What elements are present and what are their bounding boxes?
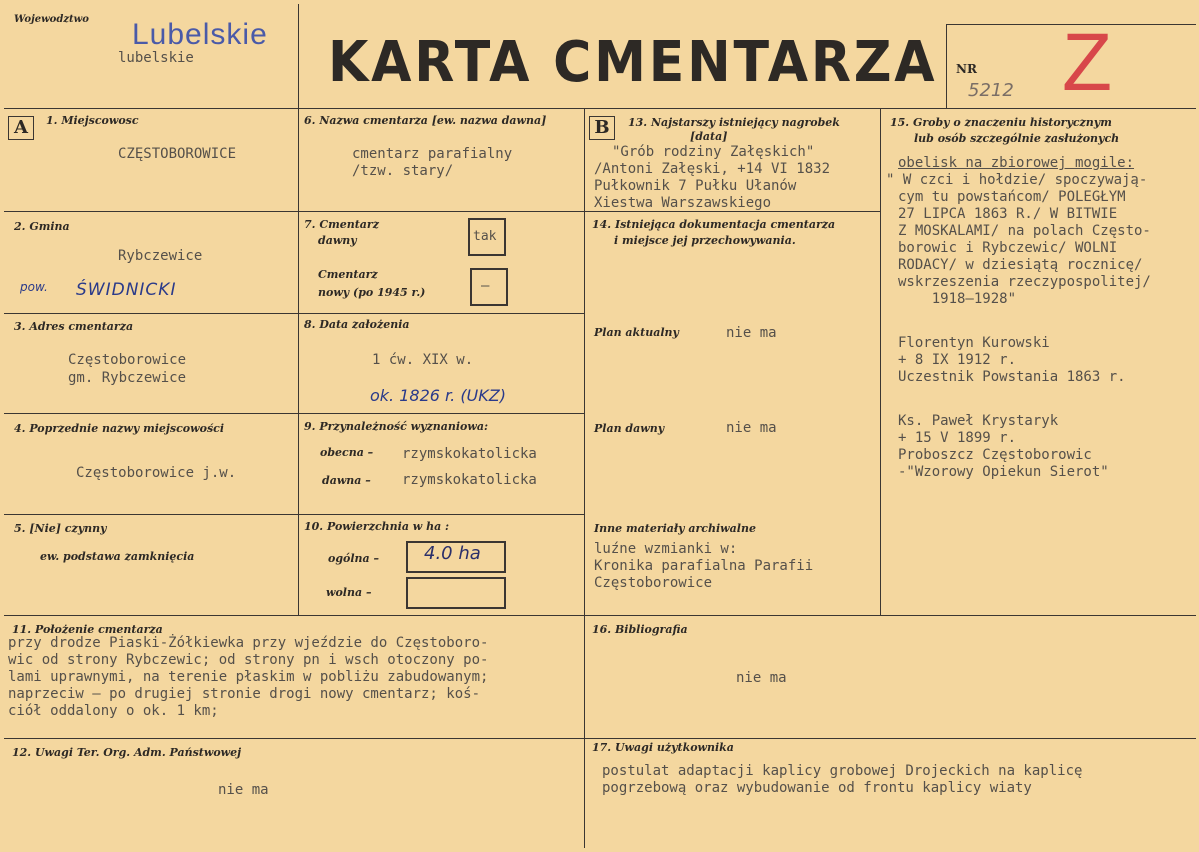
- field-7-new-label: Cmentarz: [318, 268, 378, 281]
- field-14-other-label: Inne materiały archiwalne: [594, 522, 756, 535]
- field-11-line: ciół oddalony o ok. 1 km;: [8, 703, 219, 719]
- field-7-new-sublabel: nowy (po 1945 r.): [318, 286, 426, 299]
- field-14-plan-current-value: nie ma: [726, 325, 777, 341]
- field-15-obelisk-line: RODACY/ w dziesiątą rocznicę/: [898, 257, 1143, 273]
- field-13-line: Pułkownik 7 Pułku Ułanów: [594, 178, 797, 194]
- field-15-obelisk-line: borowic i Rybczewic/ WOLNI: [898, 240, 1118, 256]
- field-15-sublabel: lub osób szczególnie zasłużonych: [914, 132, 1120, 145]
- field-16-value: nie ma: [736, 670, 787, 686]
- field-15-grave2-line: Ks. Paweł Krystaryk: [898, 413, 1059, 429]
- rule-col3: [880, 108, 881, 615]
- field-16-label: 16. Bibliografia: [592, 623, 688, 636]
- field-8-handwritten: ok. 1826 r. (UKZ): [370, 386, 506, 405]
- field-14-other-line: Kronika parafialna Parafii: [594, 558, 814, 574]
- field-14-plan-former-value: nie ma: [726, 420, 777, 436]
- field-9-former-label: dawna –: [322, 474, 371, 487]
- field-13-sublabel: [data]: [690, 130, 728, 143]
- field-15-obelisk-line: wskrzeszenia rzeczypospolitej/: [898, 274, 1151, 290]
- nr-value: 5212: [968, 80, 1014, 101]
- card-title: KARTA CMENTARZA: [328, 30, 938, 95]
- field-15-obelisk-line: obelisk na zbiorowej mogile:: [898, 155, 1135, 171]
- field-10-total-label: ogólna –: [328, 552, 379, 565]
- field-11-label: 11. Położenie cmentarza: [12, 623, 163, 636]
- field-3-line2: gm. Rybczewice: [68, 370, 187, 386]
- rule-col1-top: [298, 4, 299, 108]
- field-2-value: Rybczewice: [118, 248, 203, 264]
- field-13-label: 13. Najstarszy istniejący nagrobek: [628, 116, 840, 129]
- field-13-line: /Antoni Załęski, +14 VI 1832: [594, 161, 831, 177]
- rule-row3: [4, 313, 584, 314]
- field-10-total-value: 4.0 ha: [424, 543, 481, 564]
- voivodeship-stamp: Lubelskie: [132, 18, 268, 51]
- field-15-label: 15. Groby o znaczeniu historycznym: [890, 116, 1112, 129]
- field-15-obelisk-line: Z MOSKALAMI/ na polach Często-: [898, 223, 1151, 239]
- field-8-label: 8. Data założenia: [304, 318, 410, 331]
- rule-nr: [946, 24, 947, 108]
- field-15-grave2-line: Proboszcz Częstoborowic: [898, 447, 1092, 463]
- field-14-plan-former-label: Plan dawny: [594, 422, 665, 435]
- voivodeship-typed: lubelskie: [118, 50, 194, 66]
- field-6-line1: cmentarz parafialny: [352, 146, 513, 162]
- field-11-line: lami uprawnymi, na terenie płaskim w pobliżu zabudowanym;: [8, 669, 489, 685]
- field-2-pow-value: ŚWIDNICKI: [76, 280, 177, 300]
- field-14-other-line: luźne wzmianki w:: [594, 541, 738, 557]
- field-3-label: 3. Adres cmentarza: [14, 320, 134, 333]
- field-14-label: 14. Istniejąca dokumentacja cmentarza: [592, 218, 836, 231]
- field-1-label: 1. Miejscowosc: [46, 114, 139, 127]
- field-14-plan-current-label: Plan aktualny: [594, 326, 679, 339]
- field-12-value: nie ma: [218, 782, 269, 798]
- field-15-grave1-line: Uczestnik Powstania 1863 r.: [898, 369, 1126, 385]
- rule-row7: [4, 738, 1196, 739]
- rule-row4: [4, 413, 584, 414]
- field-10-free-label: wolna –: [326, 586, 372, 599]
- field-11-line: wic od strony Rybczewic; od strony pn i wsch otoczony po-: [8, 652, 489, 668]
- field-8-value: 1 ćw. XIX w.: [372, 352, 474, 368]
- field-10-free-box: [406, 577, 506, 609]
- rule-col2: [584, 108, 585, 848]
- field-15-obelisk-line: cym tu powstańcom/ POLEGŁYM: [898, 189, 1126, 205]
- field-15-obelisk-line: " W czci i hołdzie/ spoczywają-: [886, 172, 1148, 188]
- field-1-value: CZĘSTOBOROWICE: [118, 146, 237, 162]
- field-14-other-line: Częstoborowice: [594, 575, 713, 591]
- rule-header: [4, 108, 1196, 109]
- field-17-line: pogrzebową oraz wybudowanie od frontu kaplicy wiaty: [602, 780, 1032, 796]
- field-15-grave1-line: Florentyn Kurowski: [898, 335, 1050, 351]
- field-9-current-label: obecna –: [320, 446, 374, 459]
- section-a-badge: A: [8, 116, 34, 140]
- nr-label: NR: [956, 62, 977, 76]
- rule-col1: [298, 108, 299, 615]
- field-3-line1: Częstoborowice: [68, 352, 187, 368]
- field-15-grave2-line: -"Wzorowy Opiekun Sierot": [898, 464, 1109, 480]
- field-2-label: 2. Gmina: [14, 220, 70, 233]
- field-11-line: naprzeciw – po drugiej stronie drogi nowy cmentarz; koś-: [8, 686, 481, 702]
- field-17-line: postulat adaptacji kaplicy grobowej Drojeckich na kaplicę: [602, 763, 1083, 779]
- rule-row6: [4, 615, 1196, 616]
- field-13-line: "Grób rodziny Załęskich": [612, 144, 815, 160]
- field-9-former-value: rzymskokatolicka: [402, 472, 537, 488]
- field-15-grave2-line: + 15 V 1899 r.: [898, 430, 1017, 446]
- field-5-label: 5. [Nie] czynny: [14, 522, 107, 535]
- field-15-obelisk-line: 1918–1928": [898, 291, 1017, 307]
- field-13-line: Xiestwa Warszawskiego: [594, 195, 772, 211]
- field-4-label: 4. Poprzednie nazwy miejscowości: [14, 422, 225, 435]
- category-mark: Z: [1062, 17, 1113, 108]
- field-9-current-value: rzymskokatolicka: [402, 446, 537, 462]
- field-5-sublabel: ew. podstawa zamknięcia: [40, 550, 195, 563]
- field-11-line: przy drodze Piaski-Żółkiewka przy wjeździe do Częstoboro-: [8, 635, 489, 651]
- field-6-line2: /tzw. stary/: [352, 163, 454, 179]
- field-7-old-value: tak: [473, 229, 497, 244]
- field-7-old-label: 7. Cmentarz: [304, 218, 379, 231]
- section-b-badge: B: [589, 116, 615, 140]
- field-15-grave1-line: + 8 IX 1912 r.: [898, 352, 1017, 368]
- field-2-pow-label: pow.: [20, 280, 48, 294]
- field-9-label: 9. Przynależność wyznaniowa:: [304, 420, 489, 433]
- field-12-label: 12. Uwagi Ter. Org. Adm. Państwowej: [12, 746, 242, 759]
- field-10-label: 10. Powierzchnia w ha :: [304, 520, 450, 533]
- voivodeship-label: Wojewodztwo: [14, 14, 89, 25]
- field-7-old-sublabel: dawny: [318, 234, 357, 247]
- field-17-label: 17. Uwagi użytkownika: [592, 741, 734, 754]
- field-4-value: Częstoborowice j.w.: [76, 465, 237, 481]
- field-15-obelisk-line: 27 LIPCA 1863 R./ W BITWIE: [898, 206, 1118, 222]
- field-14-sublabel: i miejsce jej przechowywania.: [614, 234, 796, 247]
- field-6-label: 6. Nazwa cmentarza [ew. nazwa dawna]: [304, 114, 547, 127]
- rule-row5: [4, 514, 584, 515]
- field-7-new-value: –: [481, 278, 490, 294]
